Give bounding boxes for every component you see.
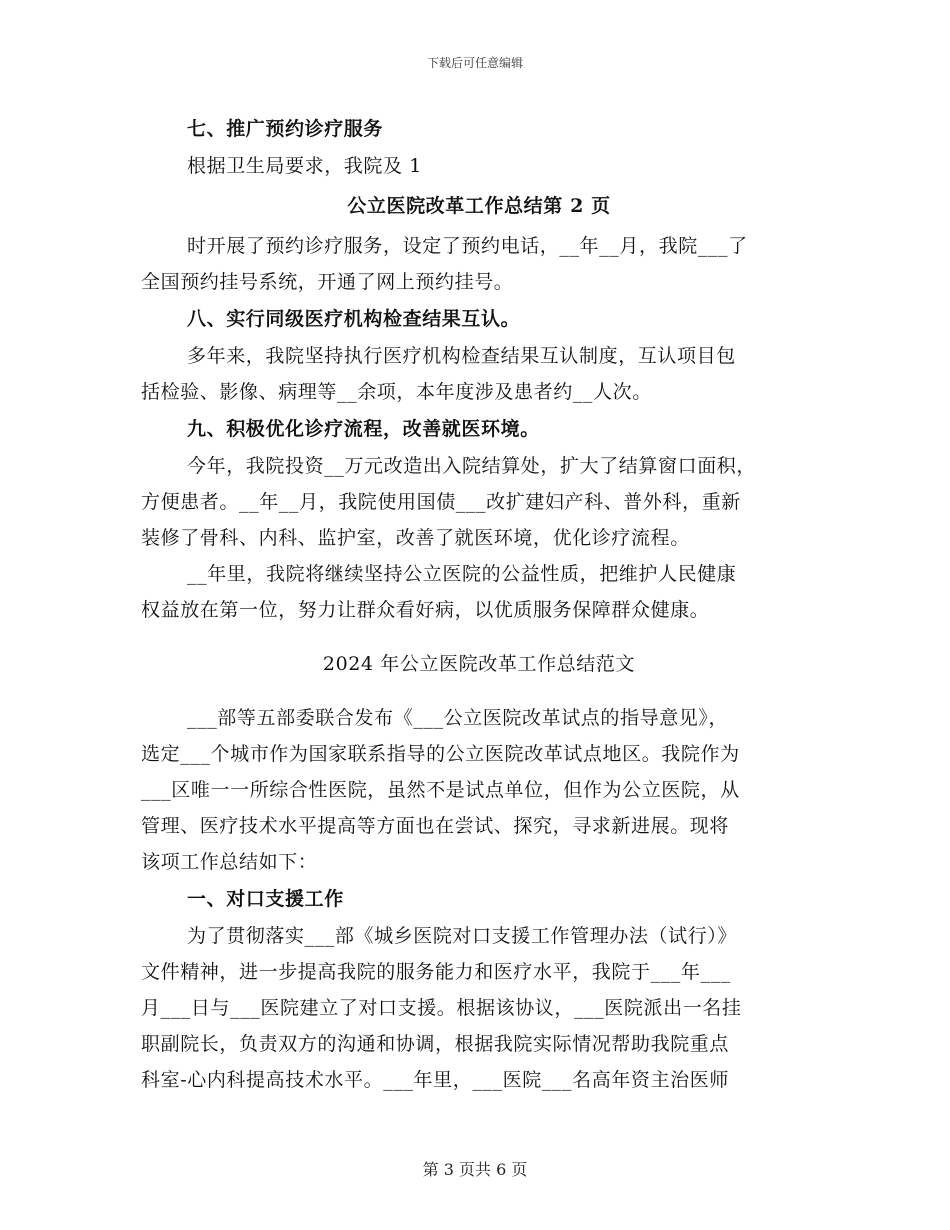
- paragraph-line: 该项工作总结如下：: [141, 851, 318, 873]
- paragraph-line: 为了贯彻落实___部《城乡医院对口支援工作管理办法（试行）》: [187, 925, 738, 947]
- spacer: [141, 628, 817, 646]
- paragraph-line: 方便患者。__年__月，我院使用国债___改扩建妇产科、普外科，重新: [141, 491, 741, 513]
- page-continuation-title: 公立医院改革工作总结第 2 页: [347, 195, 611, 217]
- paragraph-line: __年里，我院将继续坚持公立医院的公益性质，把维护人民健康: [187, 563, 737, 585]
- section-heading-1: 一、对口支援工作: [187, 888, 344, 910]
- paragraph-line: 多年来，我院坚持执行医疗机构检查结果互认制度，互认项目包: [187, 345, 736, 367]
- paragraph-line: 括检验、影像、病理等__余项，本年度涉及患者约__人次。: [141, 381, 652, 403]
- paragraph-line: 月___日与___医院建立了对口支援。根据该协议，___医院派出一名挂: [141, 997, 742, 1019]
- paragraph-line: 权益放在第一位，努力让群众看好病，以优质服务保障群众健康。: [141, 599, 710, 621]
- page-footer: 第 3 页共 6 页: [422, 1160, 528, 1179]
- paragraph-line: 科室-心内科提高技术水平。___年里，___医院___名高年资主治医师: [141, 1069, 729, 1091]
- section-heading-8: 八、实行同级医疗机构检查结果互认。: [187, 308, 521, 330]
- paragraph-line: 全国预约挂号系统，开通了网上预约挂号。: [141, 271, 514, 293]
- paragraph-line: 文件精神，进一步提高我院的服务能力和医疗水平，我院于___年___: [141, 961, 731, 983]
- paragraph-line: ___区唯一一所综合性医院，虽然不是试点单位，但作为公立医院，从: [141, 779, 740, 801]
- section-heading-9: 九、积极优化诊疗流程，改善就医环境。: [187, 418, 540, 440]
- paragraph-line: 今年，我院投资__万元改造出入院结算处，扩大了结算窗口面积，: [187, 455, 757, 477]
- document-body: [141, 110, 817, 1098]
- spacer: [141, 682, 817, 700]
- section-heading-7: 七、推广预约诊疗服务: [187, 118, 384, 140]
- page-header: 下载后可任意编辑: [426, 56, 523, 70]
- paragraph-line: 职副院长，负责双方的沟通和协调，根据我院实际情况帮助我院重点: [141, 1033, 730, 1055]
- paragraph-line: ___部等五部委联合发布《___公立医院改革试点的指导意见》，: [187, 707, 729, 729]
- paragraph-line: 根据卫生局要求，我院及 1: [187, 155, 422, 177]
- document-title: 2024 年公立医院改革工作总结范文: [322, 653, 636, 675]
- paragraph-line: 管理、医疗技术水平提高等方面也在尝试、探究，寻求新进展。现将: [141, 815, 730, 837]
- paragraph-line: 装修了骨科、内科、监护室，改善了就医环境，优化诊疗流程。: [141, 527, 690, 549]
- paragraph-line: 时开展了预约诊疗服务，设定了预约电话，__年__月，我院___了: [187, 235, 748, 257]
- paragraph-line: 选定___个城市作为国家联系指导的公立医院改革试点地区。我院作为: [141, 743, 740, 765]
